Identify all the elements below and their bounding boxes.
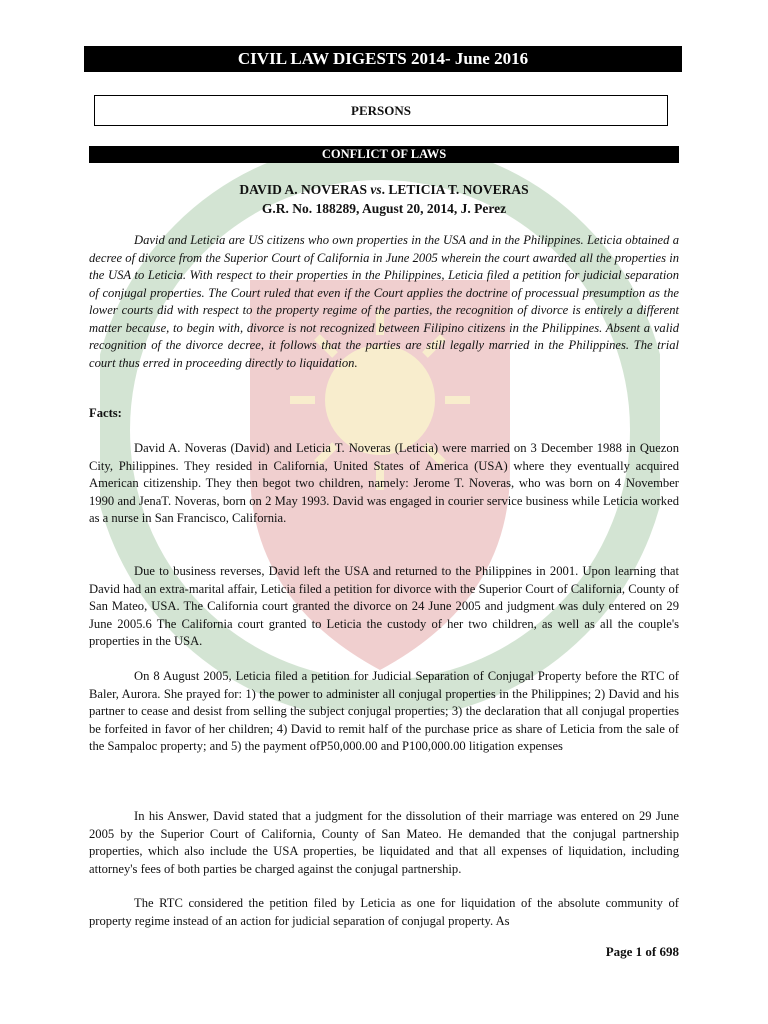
paragraph: On 8 August 2005, Leticia filed a petition for Judicial Separation of Conjugal Property before the RTC of Baler, Aurora. She prayed for: 1) the power to administer all conjugal properties in the Philippines; 2) David and his partner to cease and desist from selling the subject conjugal properties; 3) the declaration that all conjugal properties be forfeited in favor of her children; 4) David to remit half of the purchase price as share of Leticia from the sale of the Sampaloc property; and 5) the payment ofP50,000.00 and P100,000.00 litigation expenses: [89, 669, 679, 753]
paragraph: Due to business reverses, David left the USA and returned to the Philippines in 2001. Upon learning that David had an extra-marital affair, Leticia filed a petition for divorce with the Superior Court of California, County of San Mateo, USA. The California court granted the divorce on 24 June 2005 and judgment was duly entered on 29 June 2005.6 The California court granted to Leticia the custody of her two children, as well as all the couple's properties in the USA.: [89, 564, 679, 648]
facts-heading: Facts:: [89, 406, 122, 420]
case-summary: David and Leticia are US citizens who own properties in the USA and in the Philippines. Leticia obtained a decree of divorce from the Superior Court of California in June 2005 wherein the court awarded all the properties in the USA to Leticia. With respect to their properties in the Philippines, Leticia filed a petition for judicial separation of conjugal properties. The Court ruled that even if the Court applies the doctrine of processual presumption as the lower courts did with respect to the property regime of the parties, the recognition of divorce is entirely a different matter because, to begin with, divorce is not recognized between Filipino citizens in the Philippines. Absent a valid recognition of the divorce decree, it follows that the parties are still legally married in the Philippines. The trial court thus erred in proceeding directly to liquidation.: [89, 233, 679, 370]
paragraph: David A. Noveras (David) and Leticia T. Noveras (Leticia) were married on 3 December 1988 in Quezon City, Philippines. They resided in California, United States of America (USA) where they eventually acquired American citizenship. They then begot two children, namely: Jerome T. Noveras, who was born on 4 November 1990 and JenaT. Noveras, born on 2 May 1993. David was engaged in courier service business while Leticia worked as a nurse in San Francisco, California.: [89, 441, 679, 525]
case-citation: G.R. No. 188289, August 20, 2014, J. Perez: [261, 201, 507, 216]
subsection-heading: CONFLICT OF LAWS: [89, 146, 679, 163]
paragraph: In his Answer, David stated that a judgment for the dissolution of their marriage was entered on 29 June 2005 by the Superior Court of California, County of San Mateo. He demanded that the conjugal partnership properties, which also include the USA properties, be liquidated and that all expenses of liquidation, including attorney's fees of both parties be charged against the conjugal partnership.: [89, 809, 679, 876]
case-title: [89, 180, 679, 218]
document-title: CIVIL LAW DIGESTS 2014- June 2016: [84, 46, 682, 72]
section-heading: PERSONS: [94, 95, 668, 126]
case-parties: DAVID A. NOVERAS vs. LETICIA T. NOVERAS: [239, 182, 529, 197]
page-number: Page 1 of 698: [605, 944, 679, 959]
paragraph: The RTC considered the petition filed by Leticia as one for liquidation of the absolute community of property regime instead of an action for judicial separation of conjugal property. As: [89, 896, 679, 928]
